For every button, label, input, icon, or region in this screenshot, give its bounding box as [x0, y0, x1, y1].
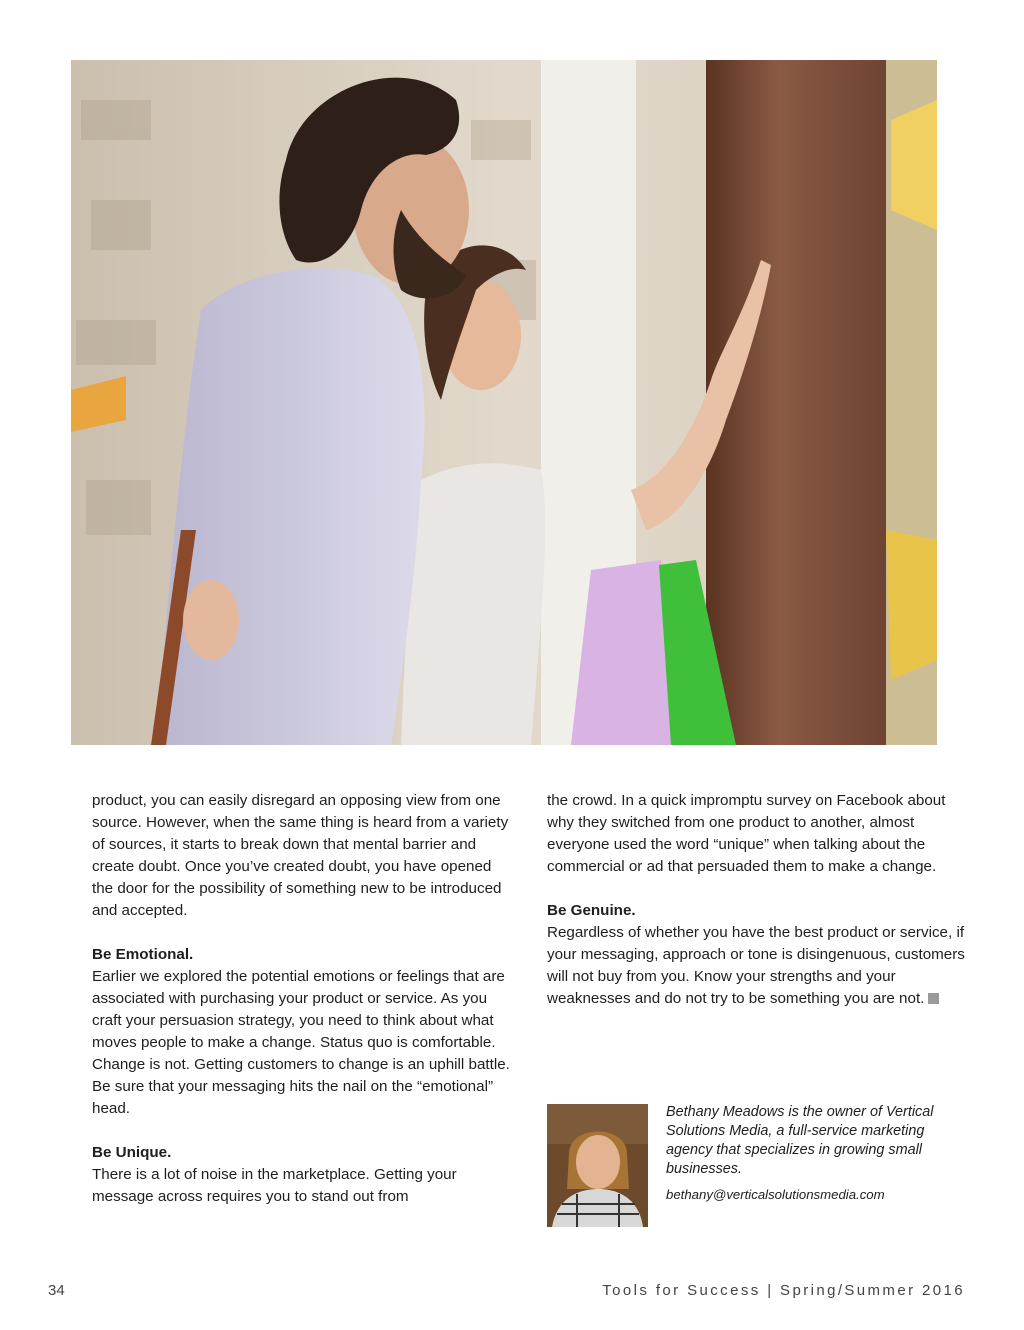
author-bio — [666, 1103, 946, 1204]
end-of-article-mark — [928, 993, 939, 1004]
paragraph: the crowd. In a quick impromptu survey on Facebook about why they switched from one product to another, almost everyone used the word “unique” when talking about the commercial or ad that persuaded them to make a change. — [547, 792, 946, 875]
paragraph-closing — [547, 922, 967, 1010]
section-heading: Be Emotional. — [92, 946, 194, 963]
section-heading: Be Unique. — [92, 1144, 172, 1161]
paragraph-text: Regardless of whether you have the best product or service, if your messaging, approach or tone is disingenuous, customers will not buy from you. Know your strengths and your weaknesses and do not try to be something you are not. — [547, 924, 965, 1007]
publication-footer: Tools for Success | Spring/Summer 2016 — [602, 1282, 965, 1299]
paragraph: There is a lot of noise in the marketplace. Getting your message across requires you to stand out from — [92, 1166, 457, 1205]
author-portrait-illustration — [547, 1104, 648, 1227]
article-column-left — [92, 790, 512, 1208]
section-heading: Be Genuine. — [547, 902, 636, 919]
page-number: 34 — [48, 1282, 65, 1299]
article-column-right — [547, 790, 967, 1010]
paragraph: Be sure that your messaging hits the nail on the “emotional” head. — [92, 1078, 494, 1117]
author-bio-text: Bethany Meadows is the owner of Vertical Solutions Media, a full-service marketing agency that specializes in growing small businesses. — [666, 1104, 934, 1177]
paragraph: Earlier we explored the potential emotions or feelings that are associated with purchasing your product or service. As you craft your persuasion strategy, you need to think about what moves people to make a change. Status quo is comfortable. Change is not. Getting customers to change is an uphill battle. — [92, 968, 510, 1073]
hero-photo — [71, 60, 937, 745]
author-email: bethany@verticalsolutionsmedia.com — [666, 1187, 885, 1202]
couple-shopping-illustration — [71, 60, 937, 745]
author-photo — [547, 1104, 648, 1227]
paragraph: product, you can easily disregard an opposing view from one source. However, when the same thing is heard from a variety of sources, it starts to break down that mental barrier and create doubt. Once you’ve created doubt, you have opened the door for the possibility of something new to be introduced and accepted. — [92, 792, 509, 919]
